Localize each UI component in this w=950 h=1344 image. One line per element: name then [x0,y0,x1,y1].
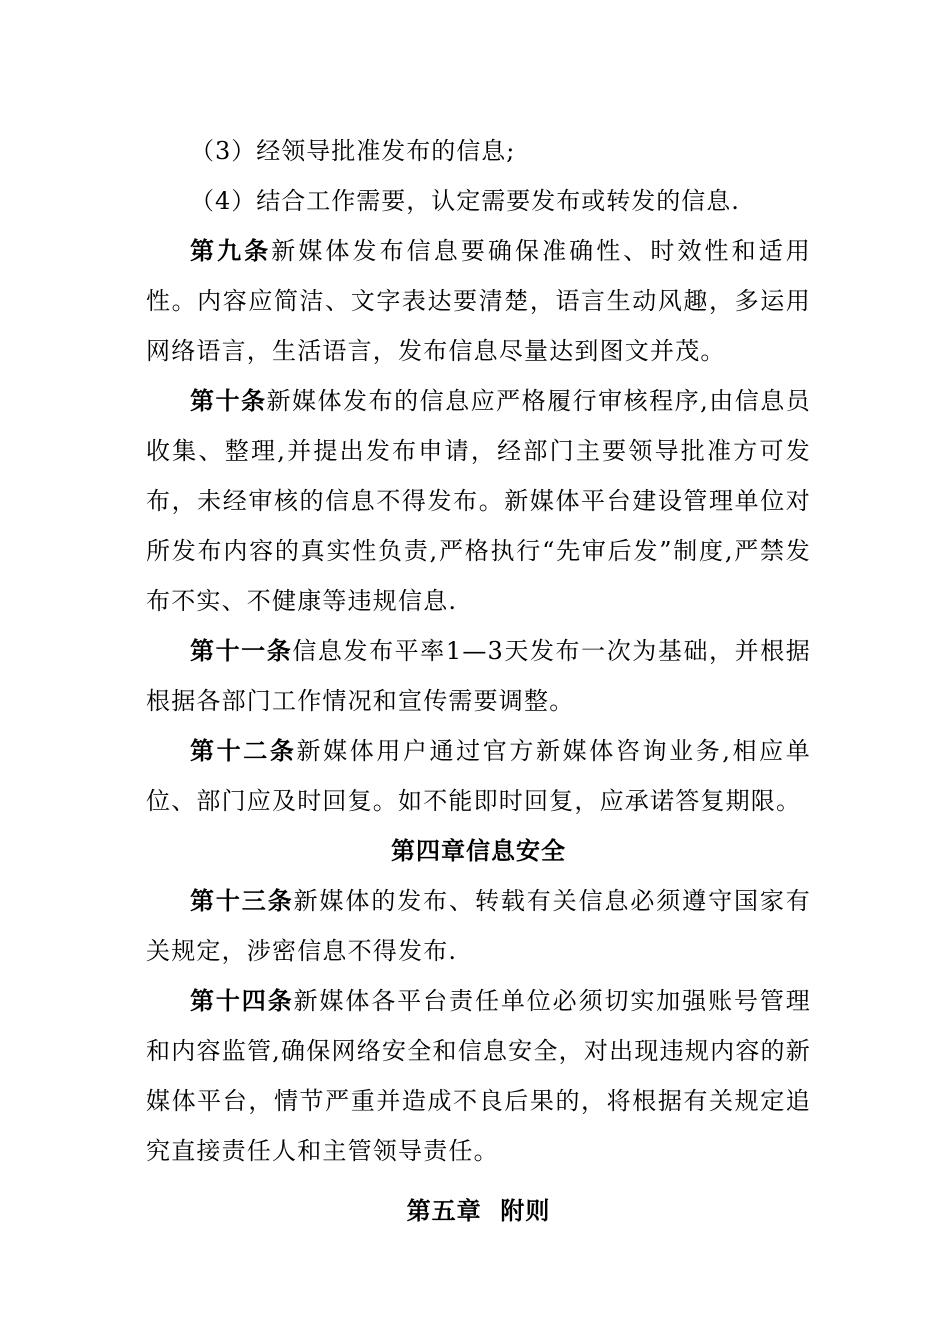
article-label: 第十条 [190,386,267,415]
article-label: 第十三条 [190,886,294,915]
article-13 [146,876,811,976]
article-text: 新媒体的发布、转载有关信息必须遵守国家有关规定，涉密信息不得发布. [146,887,811,965]
article-9 [146,226,811,376]
article-text: 新媒体发布的信息应严格履行审核程序,由信息员收集、整理,并提出发布申请，经部门主要领导批准方可发布，未经审核的信息不得发布。新媒体平台建设管理单位对所发布内容的真实性负责,严格执行“先审后发”制度,严禁发布不实、不健康等违规信息. [146,387,811,615]
article-text: 新媒体各平台责任单位必须切实加强账号管理和内容监管,确保网络安全和信息安全，对出现违规内容的新媒体平台，情节严重并造成不良后果的，将根据有关规定追究直接责任人和主管领导责任。 [146,987,811,1165]
article-label: 第九条 [190,236,272,265]
article-label: 第十四条 [190,986,294,1015]
article-label: 第十二条 [190,736,297,765]
document-body [146,126,811,1236]
article-11 [146,626,811,726]
article-text: 新媒体用户通过官方新媒体咨询业务,相应单位、部门应及时回复。如不能即时回复，应承诺答复期限。 [146,737,811,815]
list-item: （3）经领导批准发布的信息; [190,137,516,165]
chapter-heading: 第五章 附则 [406,1196,551,1225]
article-14 [146,976,811,1176]
list-item: （4）结合工作需要，认定需要发布或转发的信息. [190,187,740,215]
article-text: 信息发布平率1—3天发布一次为基础，并根据根据各部门工作情况和宣传需要调整。 [146,637,811,715]
article-label: 第十一条 [190,636,293,665]
article-10 [146,376,811,626]
article-12 [146,726,811,826]
article-text: 新媒体发布信息要确保准确性、时效性和适用性。内容应简洁、文字表达要清楚，语言生动风趣，多运用网络语言，生活语言，发布信息尽量达到图文并茂。 [146,237,811,365]
chapter-heading: 第四章信息安全 [391,836,566,865]
